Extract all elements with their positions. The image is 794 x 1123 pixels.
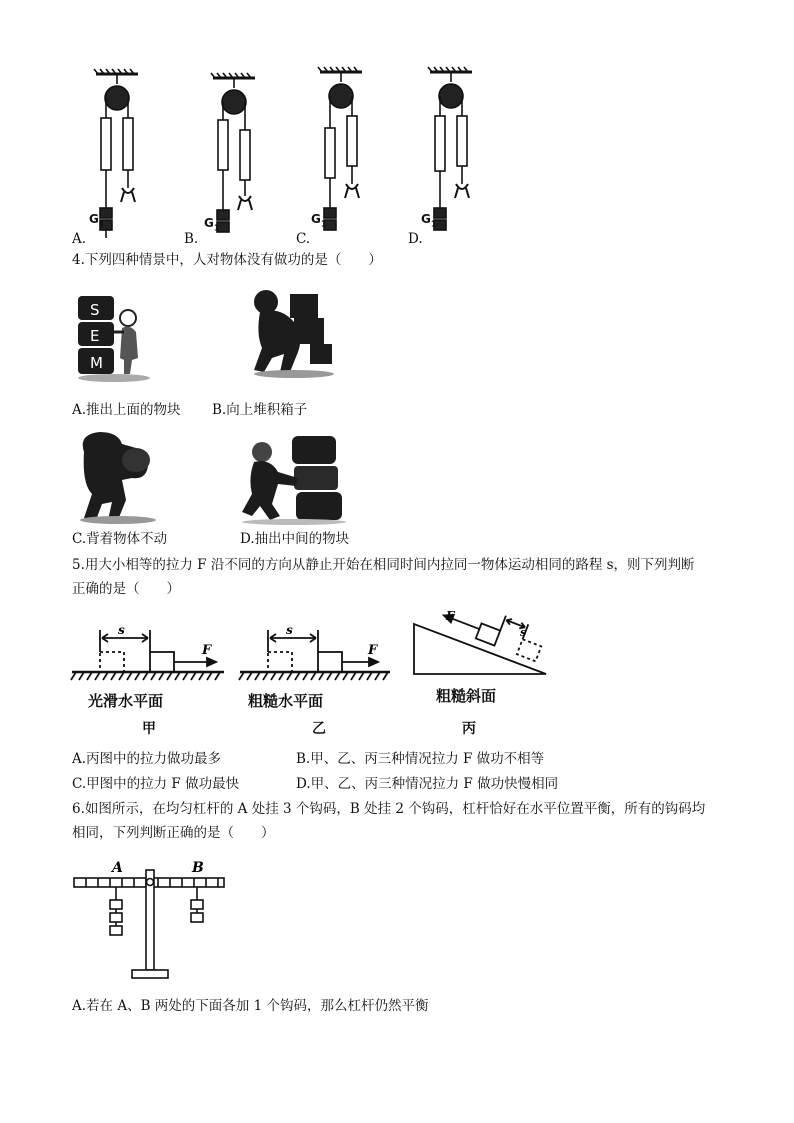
block-letter-e: E [90, 327, 100, 345]
q3-option-c[interactable]: C. [296, 231, 311, 247]
q5-option-b[interactable]: B.甲、乙、丙三种情况拉力 F 做功不相等 [296, 751, 545, 767]
q4-option-b[interactable]: B.向上堆积箱子 [212, 402, 308, 418]
q5-fig1-s: s [118, 623, 125, 637]
q3-option-a[interactable]: A. [72, 231, 87, 247]
q5-fig2-s: s [286, 623, 293, 637]
q5-option-c[interactable]: C.甲图中的拉力 F 做功最快 [72, 776, 240, 792]
q6-lever-figure [72, 858, 232, 982]
q6-stem-line1: 6.如图所示，在均匀杠杆的 A 处挂 3 个钩码，B 处挂 2 个钩码，杠杆恰好在水平位置平衡，所有的钩码均 [72, 801, 706, 817]
q4-image-c [76, 430, 158, 526]
q5-figure-incline [410, 606, 555, 678]
q5-option-a[interactable]: A.丙图中的拉力做功最多 [72, 751, 222, 767]
block-letter-s: S [90, 301, 100, 319]
q3-option-b[interactable]: B. [184, 231, 199, 247]
q4-image-d [240, 432, 348, 526]
block-letter-m: M [90, 354, 103, 372]
q5-stem-line1: 5.用大小相等的拉力 F 沿不同的方向从静止开始在相同时间内拉同一物体运动相同的路程 s，则下列判断 [72, 557, 695, 573]
q5-fig1-caption: 光滑水平面 [88, 692, 164, 710]
q5-fig3-label: 丙 [462, 721, 476, 737]
lever-label-b: B [192, 860, 204, 876]
q6-stem-line2: 相同，下列判断正确的是（ ） [72, 825, 275, 841]
q5-figure-rough [240, 622, 395, 684]
q5-fig2-caption: 粗糙水平面 [248, 692, 324, 710]
q4-stem: 4.下列四种情景中，人对物体没有做功的是（ ） [72, 252, 382, 268]
q4-image-b [250, 288, 338, 380]
q5-fig3-f: F [446, 609, 455, 623]
q5-fig2-label: 乙 [312, 721, 326, 737]
q5-figure-smooth [72, 622, 227, 684]
weight-label-d: $G_1$ [421, 212, 437, 229]
q5-fig3-s: s [520, 626, 527, 639]
q4-option-d[interactable]: D.抽出中间的物块 [240, 531, 350, 547]
weight-label-c: $G_1$ [311, 212, 327, 229]
q5-fig1-label: 甲 [142, 721, 156, 737]
q5-stem-line2: 正确的是（ ） [72, 581, 180, 597]
q6-option-a[interactable]: A.若在 A、B 两处的下面各加 1 个钩码，那么杠杆仍然平衡 [72, 998, 429, 1014]
q4-image-a [74, 292, 152, 384]
weight-label-b: $G_1$ [204, 216, 220, 233]
lever-label-a: A [112, 860, 123, 876]
q4-option-a[interactable]: A.推出上面的物块 [72, 402, 181, 418]
q5-fig1-f: F [202, 643, 212, 658]
q5-fig2-f: F [368, 643, 378, 658]
weight-label-a: $G_1$ [89, 212, 105, 229]
q4-option-c[interactable]: C.背着物体不动 [72, 531, 168, 547]
q5-fig3-caption: 粗糙斜面 [436, 687, 497, 705]
q3-option-d[interactable]: D. [408, 231, 423, 247]
q5-option-d[interactable]: D.甲、乙、丙三种情况拉力 F 做功快慢相同 [296, 776, 559, 792]
